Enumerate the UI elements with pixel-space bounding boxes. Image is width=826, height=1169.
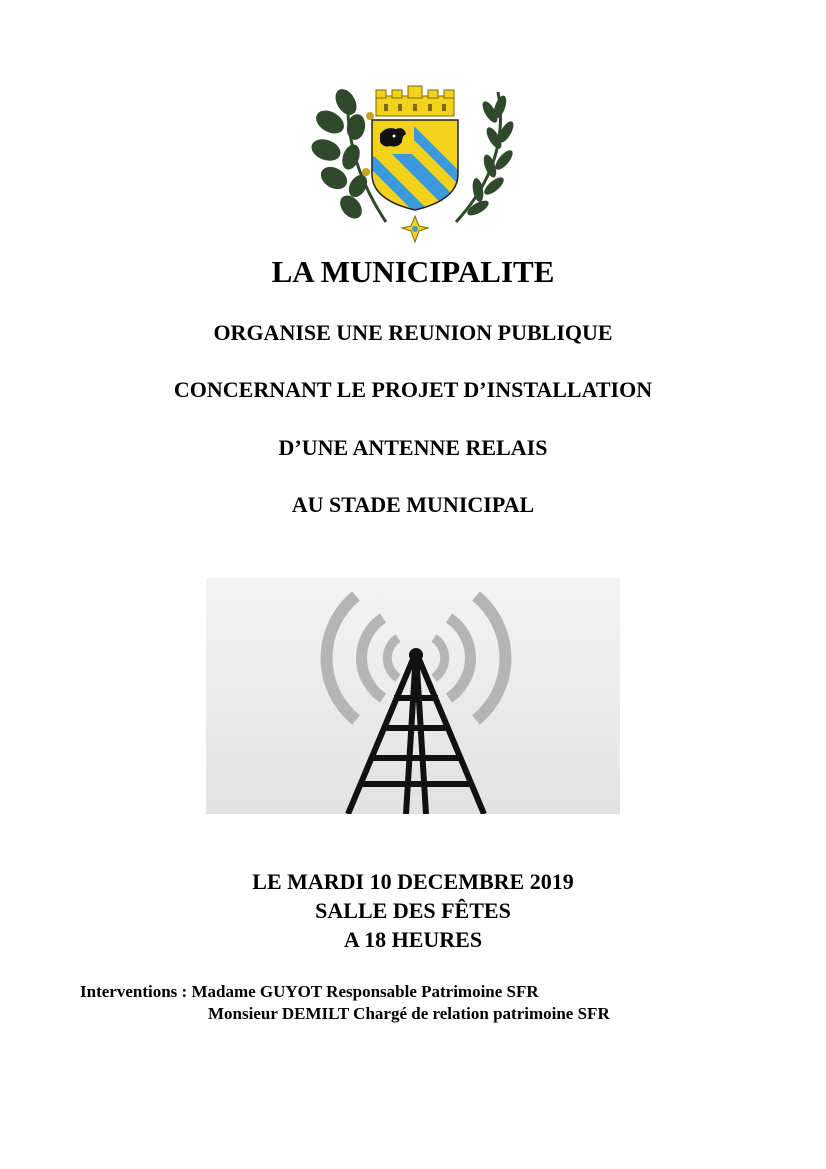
interventions-line-1: Interventions : Madame GUYOT Responsable Patrimoine SFR — [80, 982, 539, 1001]
event-time: A 18 HEURES — [343, 927, 483, 952]
announcement-line-3: D’UNE ANTENNE RELAIS — [278, 435, 548, 460]
event-place: SALLE DES FÊTES — [315, 898, 511, 923]
interventions-line-2: Monsieur DEMILT Chargé de relation patrimoine SFR — [208, 1004, 610, 1023]
announcement-line-4: AU STADE MUNICIPAL — [291, 492, 535, 517]
announcement-line-2: CONCERNANT LE PROJET D’INSTALLATION — [173, 377, 653, 402]
page-title: LA MUNICIPALITE — [271, 254, 555, 289]
announcement-line-1: ORGANISE UNE REUNION PUBLIQUE — [213, 320, 613, 345]
coat-of-arms-icon — [306, 82, 524, 244]
event-date: LE MARDI 10 DECEMBRE 2019 — [252, 869, 574, 894]
antenna-tower-icon — [206, 578, 620, 814]
